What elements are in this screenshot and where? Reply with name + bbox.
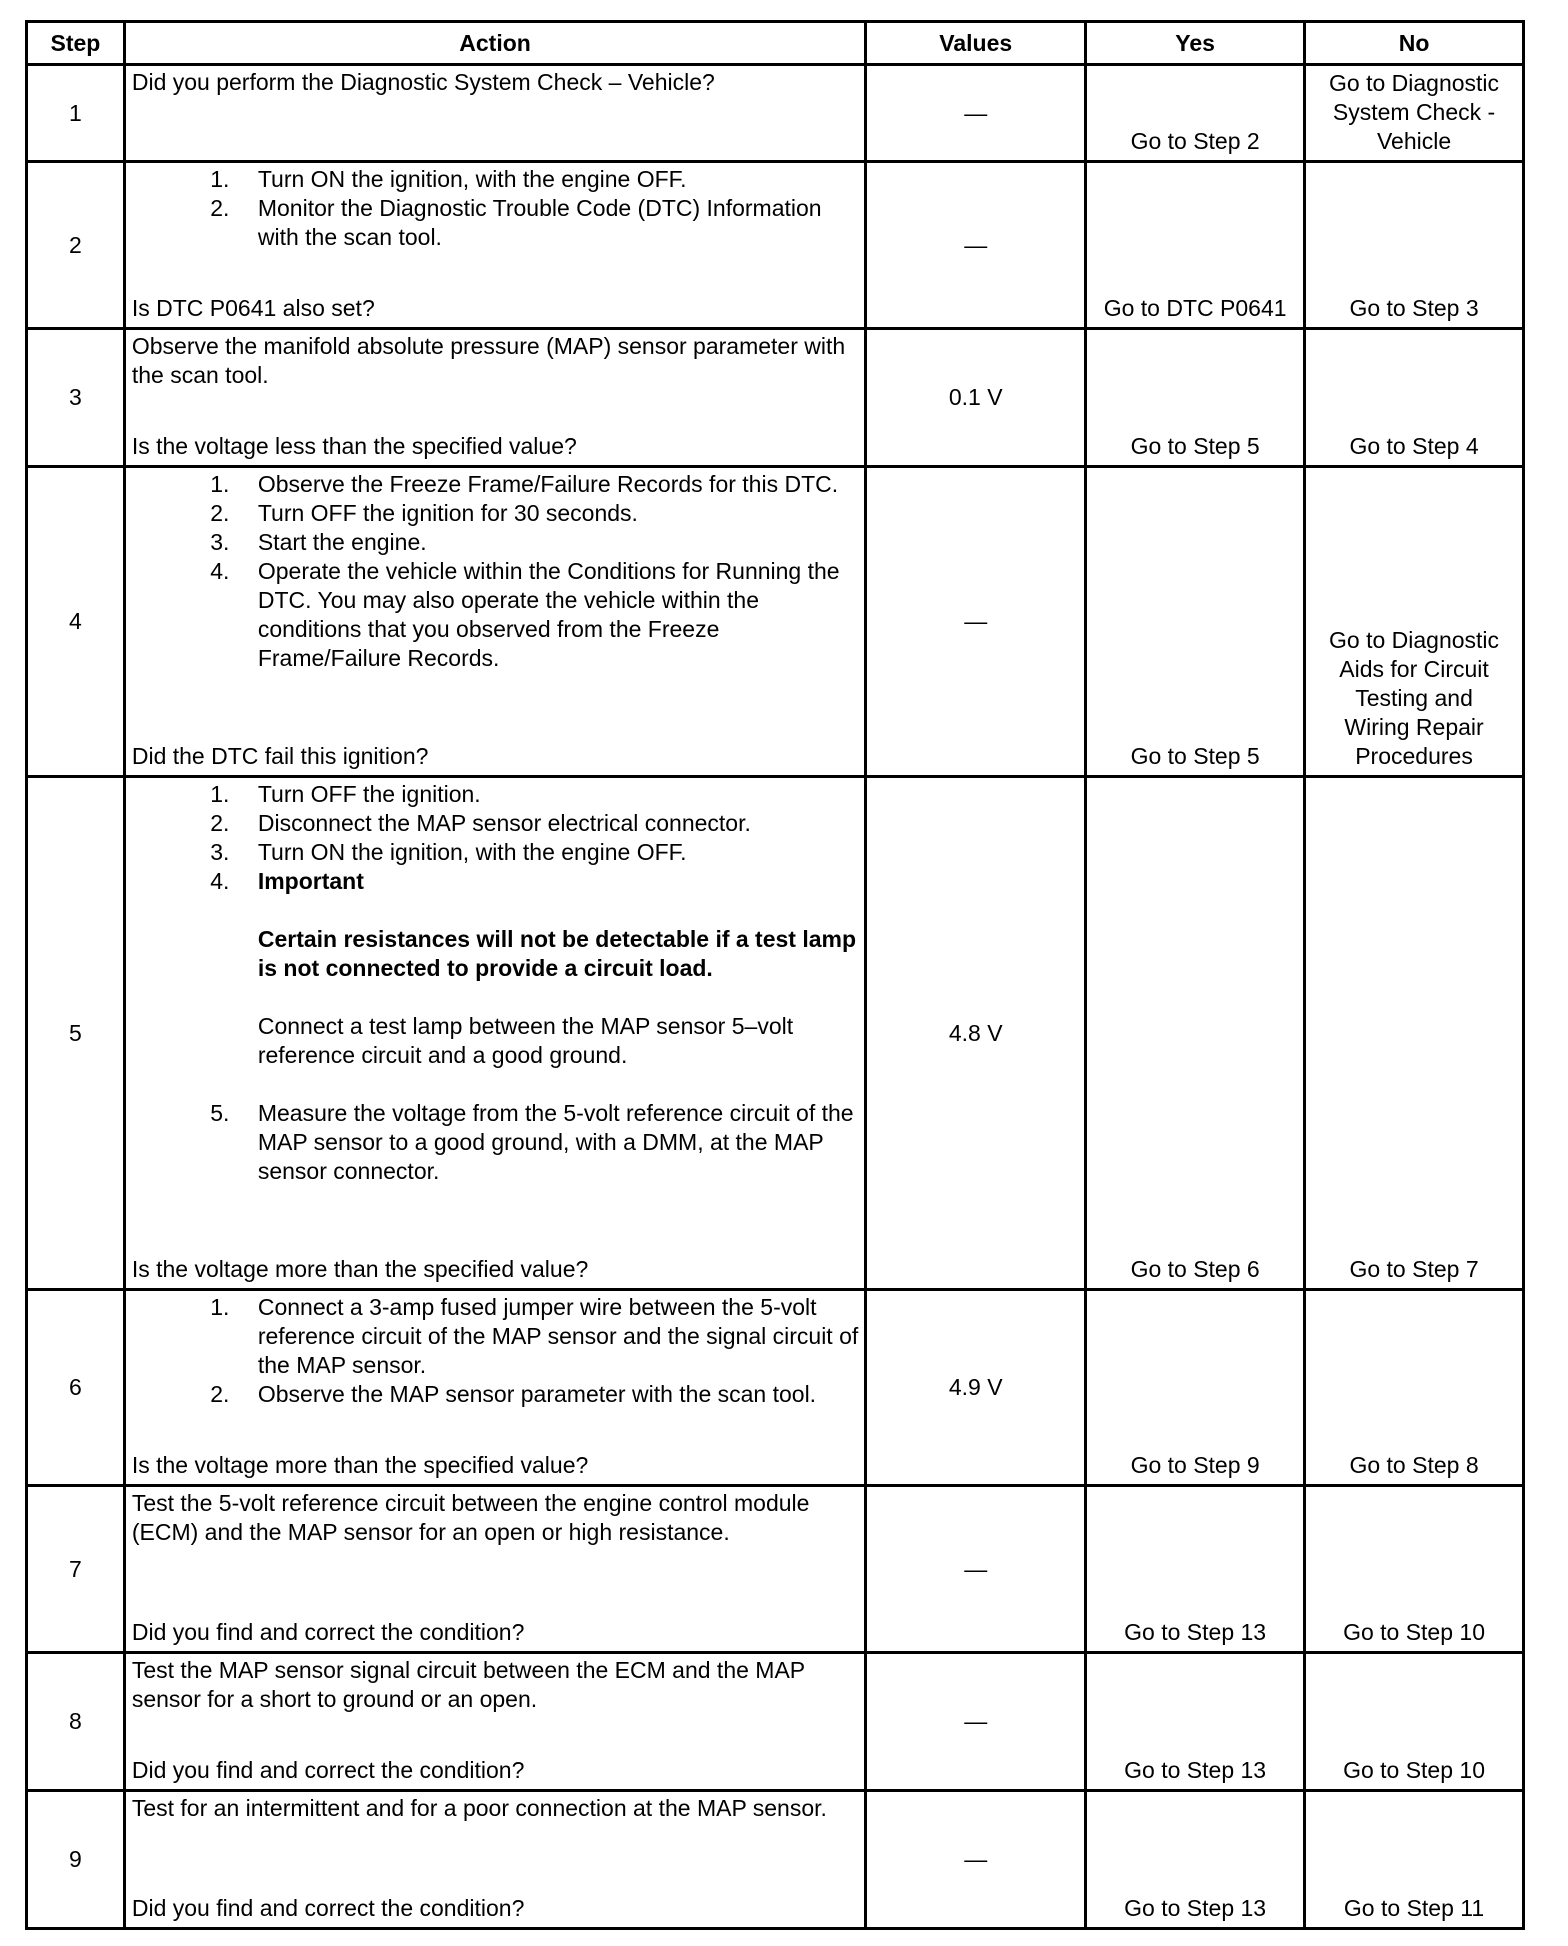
action-step-item: 1. Turn ON the ignition, with the engine OFF. — [236, 165, 860, 194]
table-row — [27, 467, 1524, 777]
action-step-item: 3. Turn ON the ignition, with the engine OFF. — [236, 838, 860, 867]
action-step-item: 2. Turn OFF the ignition for 30 seconds. — [236, 499, 860, 528]
value-cell: 0.1 V — [866, 329, 1086, 467]
action-step-item: 1. Connect a 3-amp fused jumper wire between the 5-volt reference circuit of the MAP sensor and the signal circuit of the MAP sensor. — [236, 1293, 860, 1380]
step-number: 6 — [27, 1290, 125, 1486]
table-row — [27, 162, 1524, 329]
step-number: 2 — [27, 162, 125, 329]
step-number: 5 — [27, 777, 125, 1290]
yes-cell: Go to Step 2 — [1086, 65, 1305, 162]
value-cell: — — [866, 467, 1086, 777]
value-cell: 4.8 V — [866, 777, 1086, 1290]
action-question: Did you find and correct the condition? — [131, 1619, 525, 1645]
action-cell — [124, 1653, 865, 1791]
action-question: Is the voltage more than the specified value? — [131, 1452, 589, 1478]
action-step-item-important — [236, 867, 860, 1070]
no-line: Wiring Repair — [1344, 714, 1484, 740]
action-cell — [124, 777, 865, 1290]
table-row — [27, 329, 1524, 467]
no-cell: Go to Step 11 — [1305, 1791, 1524, 1929]
yes-cell: Go to Step 13 — [1086, 1791, 1305, 1929]
no-line: Aids for Circuit — [1339, 656, 1489, 682]
table-row — [27, 1290, 1524, 1486]
value-cell: 4.9 V — [866, 1290, 1086, 1486]
action-question: Did you find and correct the condition? — [131, 1895, 525, 1921]
table-row — [27, 777, 1524, 1290]
header-values: Values — [866, 22, 1086, 65]
important-title: 4. Important — [257, 868, 364, 894]
header-step: Step — [27, 22, 125, 65]
header-no: No — [1305, 22, 1524, 65]
action-step-item: 1. Observe the Freeze Frame/Failure Records for this DTC. — [236, 470, 860, 499]
yes-cell: Go to Step 13 — [1086, 1653, 1305, 1791]
no-line: Vehicle — [1376, 128, 1452, 154]
table-row — [27, 65, 1524, 162]
important-notice: Certain resistances will not be detectable if a test lamp is not connected to provide a circuit load. — [257, 926, 857, 981]
yes-cell: Go to Step 9 — [1086, 1290, 1305, 1486]
action-cell — [124, 329, 865, 467]
value-cell: — — [866, 65, 1086, 162]
action-cell — [124, 162, 865, 329]
step-number: 1 — [27, 65, 125, 162]
no-line: System Check - — [1332, 99, 1496, 125]
table-row — [27, 1486, 1524, 1653]
action-text: Observe the manifold absolute pressure (MAP) sensor parameter with the scan tool. — [131, 333, 846, 388]
no-cell — [1305, 467, 1524, 777]
yes-cell: Go to Step 13 — [1086, 1486, 1305, 1653]
action-step-item: 2. Monitor the Diagnostic Trouble Code (DTC) Information with the scan tool. — [236, 194, 860, 252]
no-cell — [1305, 65, 1524, 162]
action-text: Did you perform the Diagnostic System Check – Vehicle? — [131, 69, 715, 95]
no-cell: Go to Step 10 — [1305, 1486, 1524, 1653]
value-cell: — — [866, 162, 1086, 329]
action-step-item: 5. Measure the voltage from the 5-volt reference circuit of the MAP sensor to a good ground, with a DMM, at the MAP sensor connector. — [236, 1099, 860, 1186]
value-cell: — — [866, 1791, 1086, 1929]
no-line: Go to Diagnostic — [1329, 627, 1500, 653]
header-row — [27, 22, 1524, 65]
step-number: 3 — [27, 329, 125, 467]
yes-cell: Go to Step 5 — [1086, 329, 1305, 467]
yes-cell: Go to DTC P0641 — [1086, 162, 1305, 329]
action-steps — [132, 165, 860, 252]
action-step-item: 1. Turn OFF the ignition. — [236, 780, 860, 809]
action-step-item: 3. Start the engine. — [236, 528, 860, 557]
value-cell: — — [866, 1486, 1086, 1653]
action-steps — [132, 470, 860, 673]
no-line: Testing and — [1355, 685, 1473, 711]
no-line: Go to Diagnostic — [1329, 70, 1500, 96]
no-cell: Go to Step 3 — [1305, 162, 1524, 329]
no-cell: Go to Step 7 — [1305, 777, 1524, 1290]
action-steps — [132, 780, 860, 1186]
yes-cell: Go to Step 6 — [1086, 777, 1305, 1290]
action-question: Did the DTC fail this ignition? — [131, 743, 429, 769]
important-instruction: Connect a test lamp between the MAP sensor 5–volt reference circuit and a good ground. — [257, 1013, 794, 1068]
action-text: Test for an intermittent and for a poor connection at the MAP sensor. — [131, 1795, 827, 1821]
yes-cell: Go to Step 5 — [1086, 467, 1305, 777]
action-step-item: 2. Disconnect the MAP sensor electrical connector. — [236, 809, 860, 838]
action-step-item: 2. Observe the MAP sensor parameter with the scan tool. — [236, 1380, 860, 1409]
action-text: Test the MAP sensor signal circuit between the ECM and the MAP sensor for a short to ground or an open. — [131, 1657, 805, 1712]
action-cell — [124, 65, 865, 162]
action-cell — [124, 1486, 865, 1653]
action-steps — [132, 1293, 860, 1409]
step-number: 8 — [27, 1653, 125, 1791]
header-yes: Yes — [1086, 22, 1305, 65]
action-step-item: 4. Operate the vehicle within the Conditions for Running the DTC. You may also operate the vehicle within the conditions that you observed from the Freeze Frame/Failure Records. — [236, 557, 860, 673]
action-question: Is the voltage more than the specified value? — [131, 1256, 589, 1282]
diagnostic-table — [25, 20, 1525, 1930]
action-cell — [124, 467, 865, 777]
action-question: Did you find and correct the condition? — [131, 1757, 525, 1783]
value-cell: — — [866, 1653, 1086, 1791]
table-row — [27, 1653, 1524, 1791]
step-number: 4 — [27, 467, 125, 777]
action-cell — [124, 1290, 865, 1486]
table-row — [27, 1791, 1524, 1929]
step-number: 7 — [27, 1486, 125, 1653]
no-cell: Go to Step 10 — [1305, 1653, 1524, 1791]
no-line: Procedures — [1355, 743, 1473, 769]
action-text: Test the 5-volt reference circuit between the engine control module (ECM) and the MAP sensor for an open or high resistance. — [131, 1490, 810, 1545]
no-cell: Go to Step 8 — [1305, 1290, 1524, 1486]
action-cell — [124, 1791, 865, 1929]
step-number: 9 — [27, 1791, 125, 1929]
action-question: Is the voltage less than the specified value? — [131, 433, 577, 459]
action-question: Is DTC P0641 also set? — [131, 295, 375, 321]
no-cell: Go to Step 4 — [1305, 329, 1524, 467]
header-action: Action — [124, 22, 865, 65]
